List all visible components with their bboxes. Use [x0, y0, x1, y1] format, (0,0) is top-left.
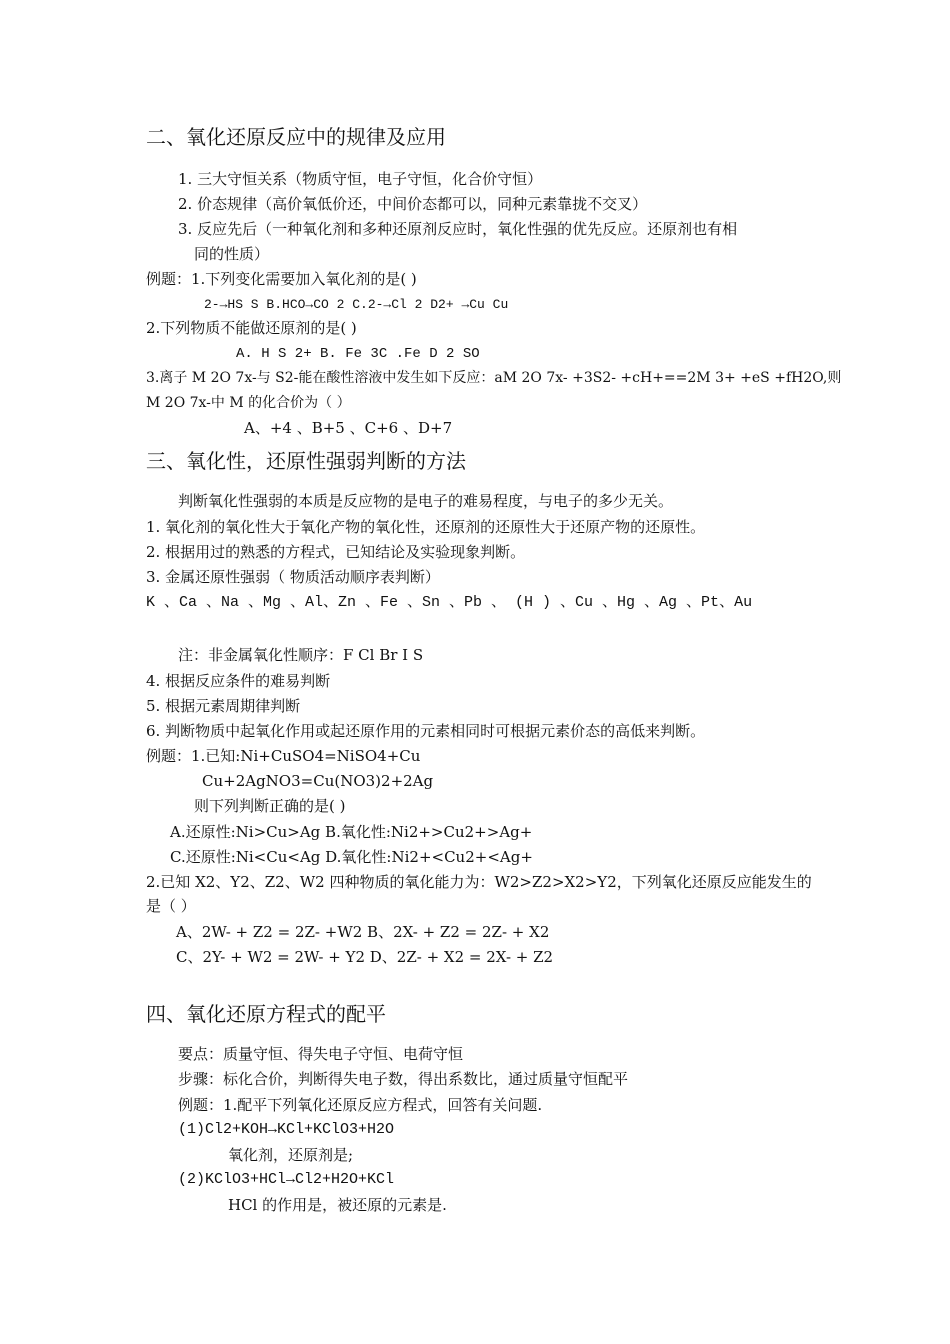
steps-text: 步骤：标化合价，判断得失电子数，得出系数比，通过质量守恒配平 — [178, 1070, 629, 1088]
example-options: A、2W- + Z2 = 2Z- +W2 B、2X- + Z2 = 2Z- + X2 — [176, 923, 550, 941]
equation: (1)Cl2+KOH→KCl+KClO3+H2O — [178, 1121, 395, 1138]
section4-heading: 四、氧化还原方程式的配平 — [146, 1002, 386, 1026]
example-question: 是（ ） — [146, 897, 196, 915]
example-options: A.还原性:Ni>Cu>Ag B.氧化性:Ni2+>Cu2+>Ag+ — [170, 823, 533, 841]
example-options: A. H S 2+ B. Fe 3C .Fe D 2 SO — [236, 346, 480, 362]
points-text: 要点：质量守恒、得失电子守恒、电荷守恒 — [178, 1045, 464, 1063]
example-options: A、+4 、B+5 、C+6 、D+7 — [244, 419, 453, 437]
list-item: 3. 反应先后（一种氧化剂和多种还原剂反应时，氧化性强的优先反应。还原剂也有相 — [178, 220, 738, 238]
example-question: 2.下列物质不能做还原剂的是( ) — [146, 319, 357, 337]
example-question: 例题：1.下列变化需要加入氧化剂的是( ) — [146, 270, 417, 288]
note-text: 注：非金属氧化性顺序：F Cl Br I S — [178, 646, 424, 664]
example-question: 例题：1.配平下列氧化还原反应方程式，回答有关问题. — [178, 1096, 543, 1114]
example-options: C、2Y- + W2 = 2W- + Y2 D、2Z- + X2 = 2X- + Z2 — [176, 948, 554, 966]
example-question: 3.离子 M 2O 7x-与 S2-能在酸性溶液中发生如下反应：aM 2O 7x- +3S2- +cH+==2M 3+ +eS +fH2O,则 — [146, 370, 842, 386]
list-item: 3. 金属还原性强弱（ 物质活动顺序表判断） — [146, 568, 440, 586]
answer-text: 氧化剂，还原剂是; — [228, 1146, 354, 1164]
example-question: 例题：1.已知:Ni+CuSO4=NiSO4+Cu — [146, 747, 421, 765]
list-item: 6. 判断物质中起氧化作用或起还原作用的元素相同时可根据元素价态的高低来判断。 — [146, 722, 706, 740]
list-item: 1. 氧化剂的氧化性大于氧化产物的氧化性，还原剂的还原性大于还原产物的还原性。 — [146, 518, 706, 536]
section2-heading: 二、氧化还原反应中的规律及应用 — [146, 125, 446, 149]
list-item: 5. 根据元素周期律判断 — [146, 697, 301, 715]
list-item: 2. 价态规律（高价氧低价还，中间价态都可以，同种元素靠拢不交叉） — [178, 195, 648, 213]
example-question: 2.已知 X2、Y2、Z2、W2 四种物质的氧化能力为：W2>Z2>X2>Y2，下列氧化还原反应能发生的 — [146, 873, 812, 891]
list-item: 2. 根据用过的熟悉的方程式，已知结论及实验现象判断。 — [146, 543, 526, 561]
example-question: M 2O 7x-中 M 的化合价为（ ） — [146, 395, 351, 411]
equation: (2)KClO3+HCl→Cl2+H2O+KCl — [178, 1171, 395, 1188]
answer-text: HCl 的作用是，被还原的元素是. — [228, 1196, 447, 1214]
list-item: 4. 根据反应条件的难易判断 — [146, 672, 331, 690]
example-question: Cu+2AgNO3=Cu(NO3)2+2Ag — [202, 772, 434, 790]
example-options: C.还原性:Ni<Cu<Ag D.氧化性:Ni2+<Cu2+<Ag+ — [170, 848, 533, 866]
metal-activity-series: K 、Ca 、Na 、Mg 、Al、Zn 、Fe 、Sn 、Pb 、 (H ) 、Cu 、Hg 、Ag 、Pt、Au — [146, 594, 753, 611]
section3-heading: 三、氧化性，还原性强弱判断的方法 — [146, 449, 466, 473]
example-options: 2-→HS S B.HCO→CO 2 C.2-→Cl 2 D2+ →Cu Cu — [204, 297, 509, 312]
list-item: 同的性质） — [194, 245, 270, 263]
list-item: 1. 三大守恒关系（物质守恒，电子守恒，化合价守恒） — [178, 170, 543, 188]
intro-text: 判断氧化性强弱的本质是反应物的是电子的难易程度，与电子的多少无关。 — [178, 492, 674, 510]
example-question: 则下列判断正确的是( ) — [194, 797, 346, 815]
